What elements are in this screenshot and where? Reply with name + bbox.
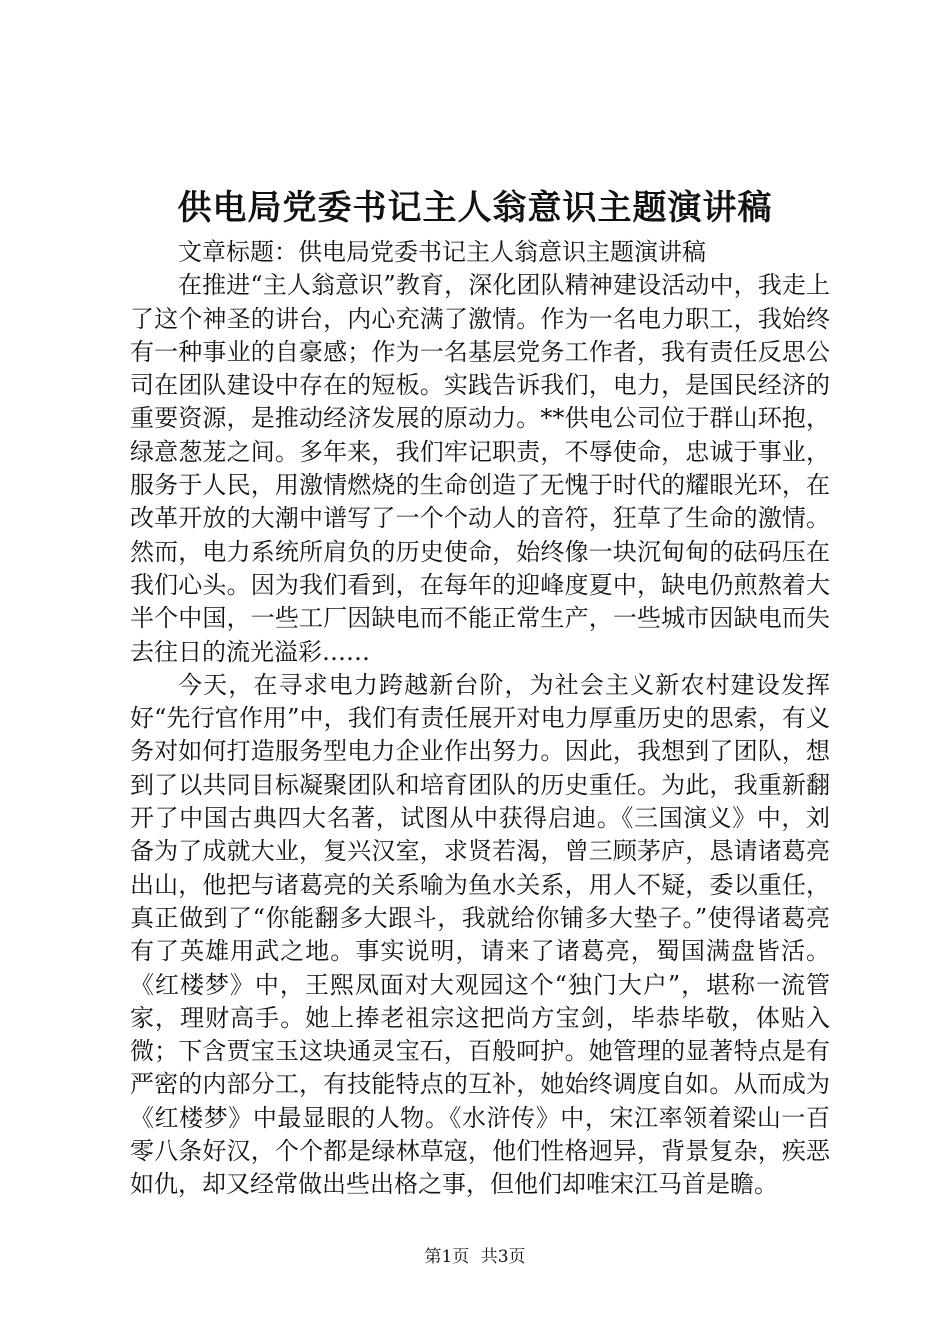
page-number: 第1页 — [424, 1247, 470, 1267]
paragraph: 今天，在寻求电力跨越新台阶，为社会主义新农村建设发挥好“先行官作用”中，我们有责任展开对电力厚重历史的思索，有义务对如何打造服务型电力企业作出努力。因此，我想到了团队，想到了以共同目标凝聚团队和培育团队的历史重任。为此，我重新翻开了中国古典四大名著，试图从中获得启迪。《三国演义》中，刘备为了成就大业，复兴汉室，求贤若渴，曾三顾茅庐，恳请诸葛亮出山，他把与诸葛亮的关系喻为鱼水关系，用人不疑，委以重任，真正做到了“你能翻多大跟斗，我就给你铺多大垫子。”使得诸葛亮有了英雄用武之地。事实说明，请来了诸葛亮，蜀国满盘皆活。《红楼梦》中，王熙凤面对大观园这个“独门大户”，堪称一流管家，理财高手。她上捧老祖宗这把尚方宝剑，毕恭毕敬，体贴入微；下含贾宝玉这块通灵宝石，百般呵护。她管理的显著特点是有严密的内部分工，有技能特点的互补，她始终调度自如。从而成为《红楼梦》中最显眼的人物。《水浒传》中，宋江率领着梁山一百零八条好汉，个个都是绿林草寇，他们性格迥异，背景复杂，疾恶如仇，却又经常做出些出格之事，但他们却唯宋江马首是瞻。 — [130, 670, 830, 1199]
page-total: 共3页 — [480, 1247, 526, 1267]
document-body — [130, 236, 830, 1202]
article-title-line: 文章标题：供电局党委书记主人翁意识主题演讲稿 — [178, 238, 706, 266]
page-footer — [0, 1245, 950, 1269]
paragraph: 在推进“主人翁意识”教育，深化团队精神建设活动中，我走上了这个神圣的讲台，内心充满了激情。作为一名电力职工，我始终有一种事业的自豪感；作为一名基层党务工作者，我有责任反思公司在团队建设中存在的短板。实践告诉我们，电力，是国民经济的重要资源，是推动经济发展的原动力。**供电公司位于群山环抱，绿意葱茏之间。多年来，我们牢记职责，不辱使命，忠诚于事业，服务于人民，用激情燃烧的生命创造了无愧于时代的耀眼光环，在改革开放的大潮中谱写了一个个动人的音符，狂草了生命的激情。然而，电力系统所肩负的历史使命，始终像一块沉甸甸的砝码压在我们心头。因为我们看到，在每年的迎峰度夏中，缺电仍煎熬着大半个中国，一些工厂因缺电而不能正常生产，一些城市因缺电而失去往日的流光溢彩…… — [130, 271, 830, 666]
document-title: 供电局党委书记主人翁意识主题演讲稿 — [177, 188, 773, 228]
